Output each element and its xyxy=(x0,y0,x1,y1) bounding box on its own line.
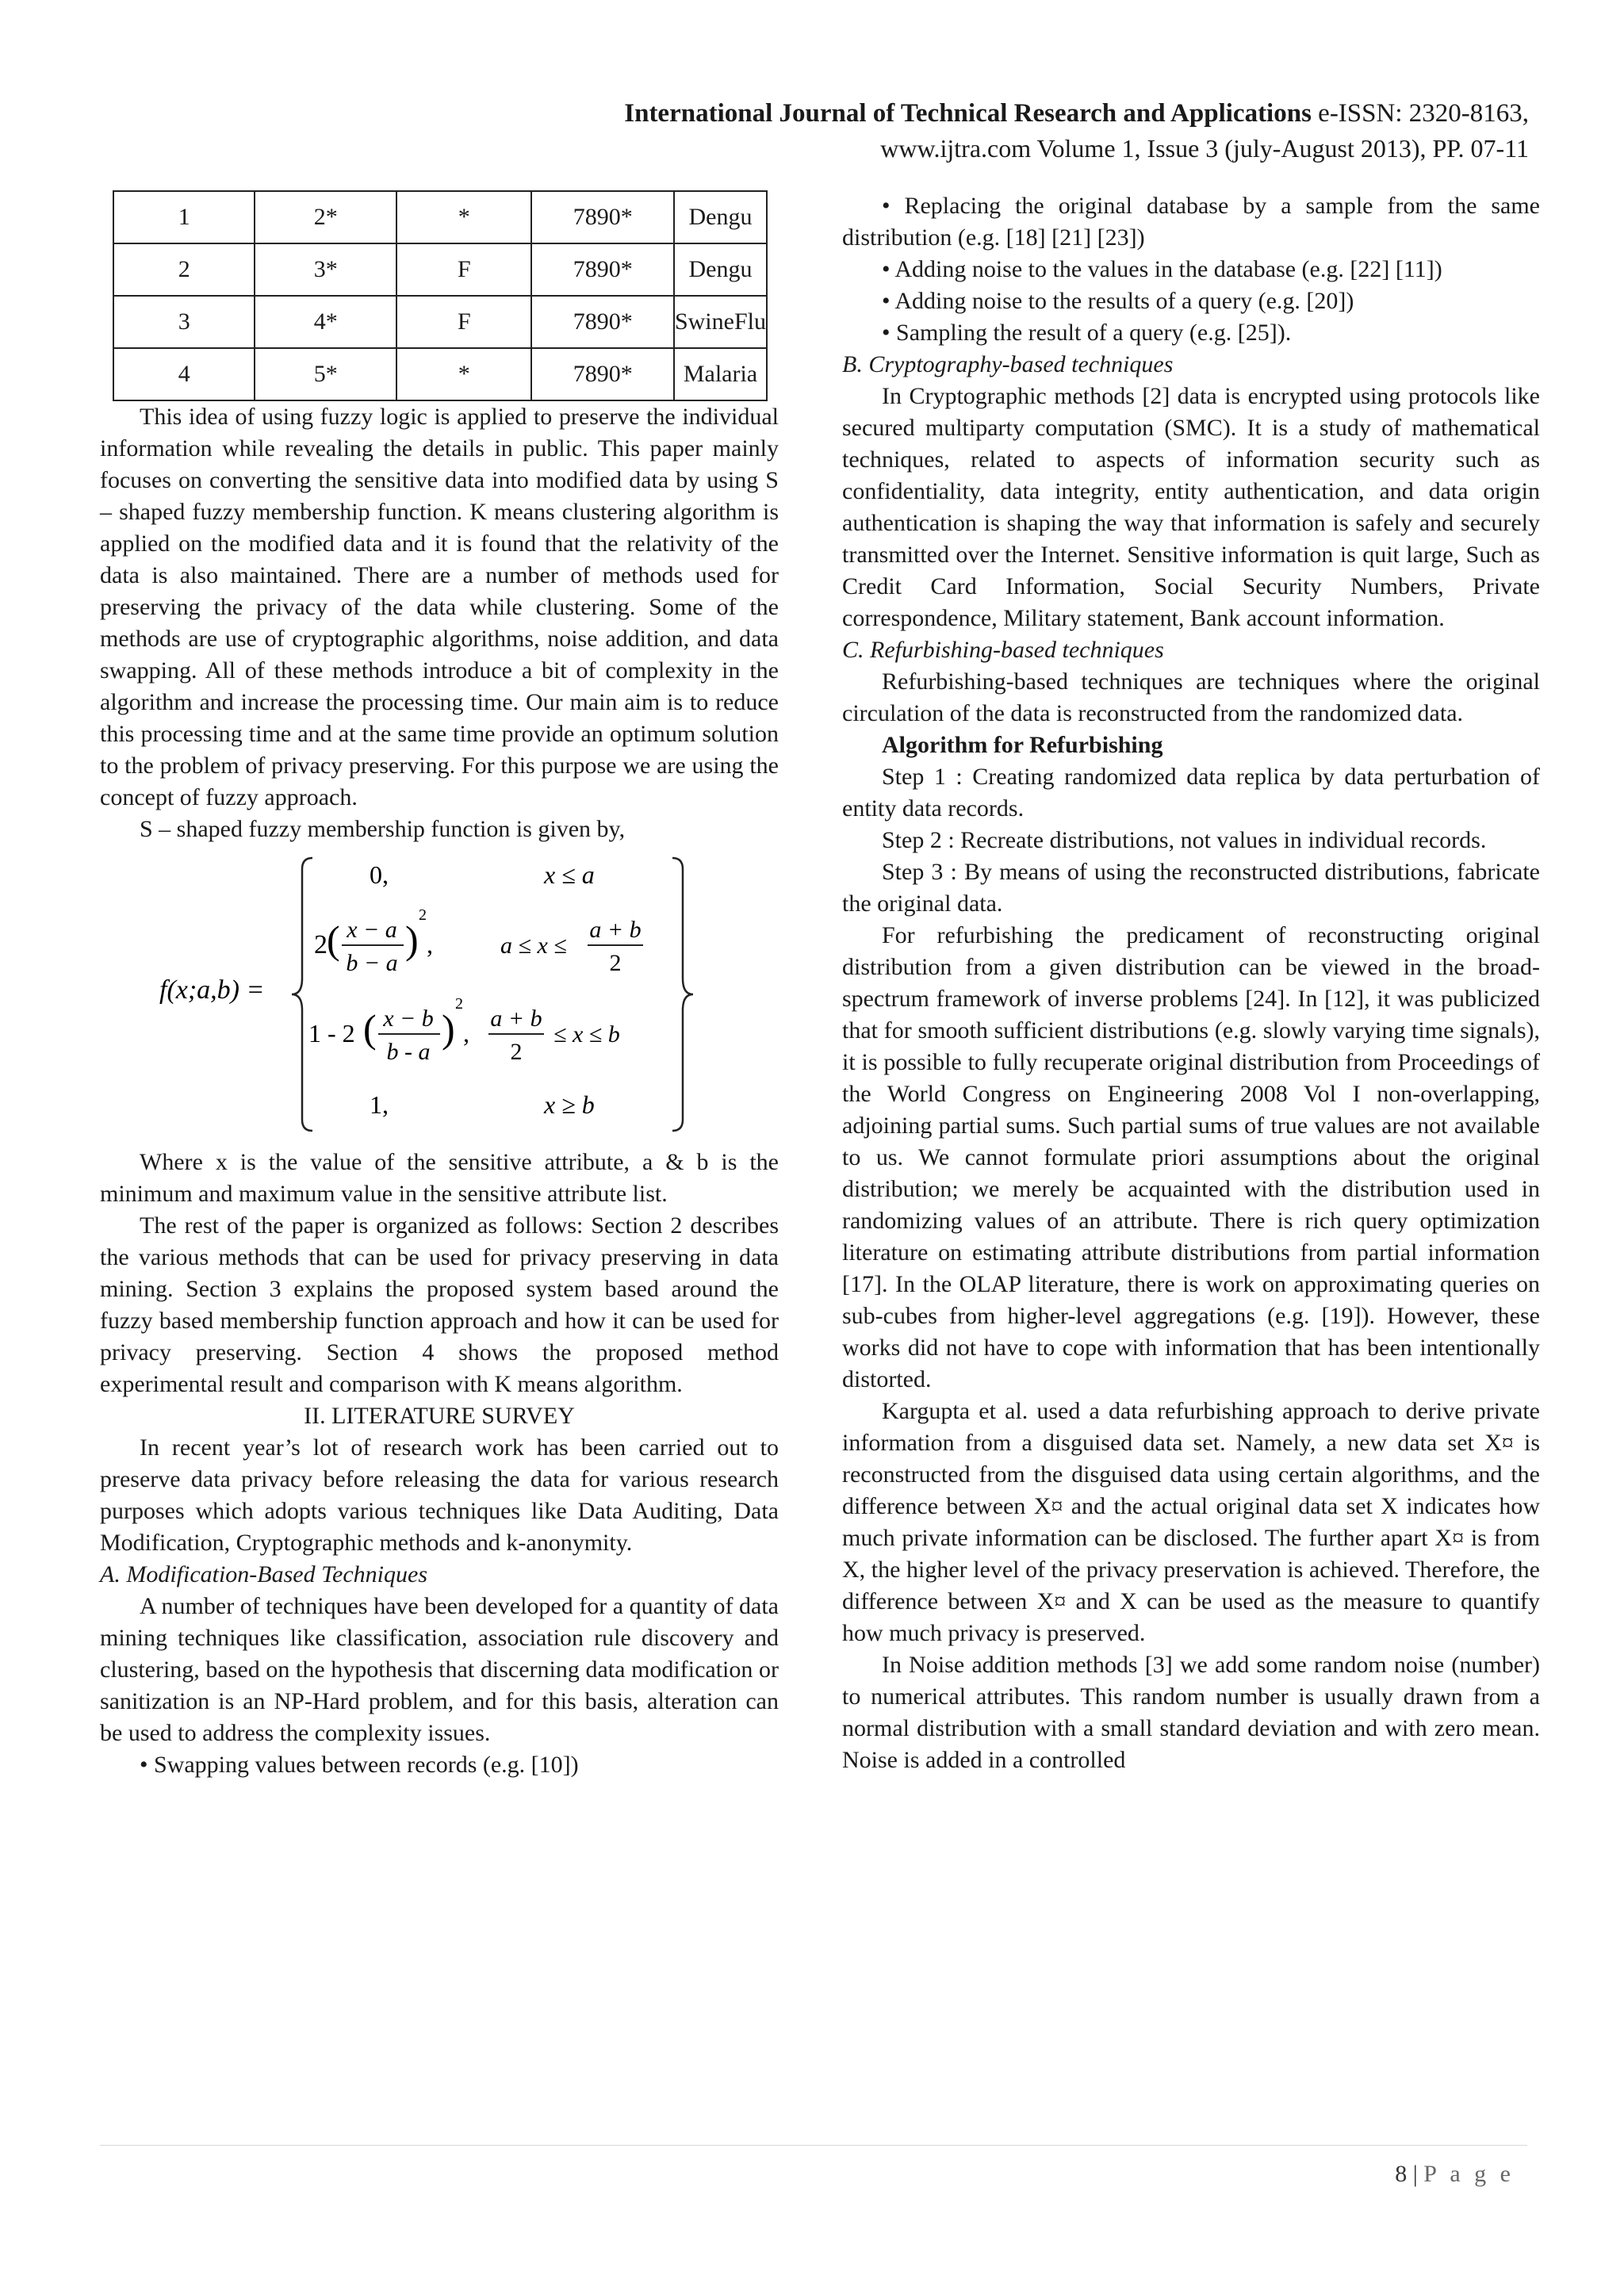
table-cell: 4 xyxy=(113,348,255,400)
case2-open-paren: ( xyxy=(327,917,340,962)
table-cell: 2 xyxy=(113,243,255,296)
table-cell: Malaria xyxy=(674,348,767,400)
left-brace xyxy=(292,858,312,1131)
case2-condition-numerator: a + b xyxy=(589,917,642,943)
case3-condition: ≤ x ≤ b xyxy=(553,1021,620,1047)
table-cell: F xyxy=(396,243,531,296)
table-cell: 1 xyxy=(113,191,255,243)
table-row xyxy=(113,243,767,296)
case3-exponent: 2 xyxy=(455,995,463,1013)
case2-exponent: 2 xyxy=(419,906,427,924)
journal-volume-line: www.ijtra.com Volume 1, Issue 3 (july-August 2013), PP. 07-11 xyxy=(880,134,1529,163)
table-cell: 5* xyxy=(255,348,396,400)
data-table xyxy=(113,190,768,401)
table-cell: Dengu xyxy=(674,243,767,296)
subsection-heading: C. Refurbishing-based techniques xyxy=(842,637,1164,663)
page-label: P a g e xyxy=(1423,2161,1515,2187)
table-cell: 3* xyxy=(255,243,396,296)
case2-condition: a ≤ x ≤ xyxy=(500,933,567,959)
paragraph: Kargupta et al. used a data refurbishing approach to derive private information from a disguised data set. Namely, a new data set X¤ is reconstructed from the disguised data using certain algorithms, and the difference between X¤ and the actual original data set X indicates how much private information can be disclosed. The further apart X¤ is from X, the higher level of the privacy preservation is achieved. Therefore, the difference between X¤ and X can be used as the measure to quantify how much privacy is preserved. xyxy=(842,1398,1540,1646)
case3-open-paren: ( xyxy=(363,1006,377,1051)
paragraph: This idea of using fuzzy logic is applied to preserve the individual information while revealing the details in public. This paper mainly focuses on converting the sensitive data into modified data by using S – shaped fuzzy membership function. K means clustering algorithm is applied on the modified data and it is found that the relativity of the data is also maintained. There are a number of methods used for preserving the privacy of the data while clustering. Some of the methods are use of cryptographic algorithms, noise addition, and data swapping. All of these methods introduce a bit of complexity in the algorithm and increase the processing time. Our main aim is to reduce this processing time and at the same time provide an optimum solution to the problem of privacy preserving. For this purpose we are using the concept of fuzzy approach. xyxy=(100,404,779,810)
case1-condition: x ≤ a xyxy=(544,860,595,889)
table-cell: 3 xyxy=(113,296,255,348)
right-brace xyxy=(672,858,693,1131)
case1-value: 0, xyxy=(370,860,389,889)
journal-issn: e-ISSN: 2320-8163, xyxy=(1311,99,1529,128)
page-separator: | xyxy=(1407,2161,1424,2187)
table-cell: 2* xyxy=(255,191,396,243)
subsection-heading: B. Cryptography-based techniques xyxy=(842,351,1174,377)
case3-condition-denominator: 2 xyxy=(510,1039,523,1065)
paragraph: In recent year’s lot of research work has been carried out to preserve data privacy before releasing the data for various research purposes which adopts various techniques like Data Auditing, Data Modification, Cryptographic methods and k-anonymity. xyxy=(100,1434,779,1556)
footer-divider xyxy=(100,2145,1527,2146)
table-cell: 7890* xyxy=(531,296,673,348)
membership-function-equation xyxy=(100,852,779,1137)
case3-denominator: b - a xyxy=(386,1039,431,1065)
section-heading: II. LITERATURE SURVEY xyxy=(304,1403,575,1429)
bullet-item: • Sampling the result of a query (e.g. [25]). xyxy=(882,320,1292,346)
table-row xyxy=(113,191,767,243)
case3-numerator: x − b xyxy=(383,1005,434,1032)
table-cell: SwineFlu xyxy=(674,296,767,348)
journal-header xyxy=(0,97,1529,130)
paragraph: For refurbishing the predicament of reconstructing original distribution from a given distribution can be viewed in the broad-spectrum framework of inverse problems [24]. In [12], it was publicized that for smooth sufficient distributions (e.g. slowly varying time signals), it is possible to fully recuperate original distribution from Proceedings of the World Congress on Engineering 2008 Vol I non-overlapping, adjoining partial sums. Such partial sums of true values are not available to us. We cannot formulate priori assumptions about the original distribution; we merely be acquainted with the distribution used in randomizing values of an attribute. There is rich query optimization literature on estimating attribute distributions from partial information [17]. In the OLAP literature, there is work on approximating queries on sub-cubes from higher-level aggregations (e.g. [19]). However, these works did not have to cope with information that has been intentionally distorted. xyxy=(842,922,1540,1392)
table-row xyxy=(113,348,767,400)
case4-value: 1, xyxy=(370,1090,389,1119)
page-footer xyxy=(0,2158,1515,2190)
case4-condition: x ≥ b xyxy=(544,1090,595,1119)
case2-close-paren: ) xyxy=(405,917,419,962)
paragraph: A number of techniques have been developed for a quantity of data mining techniques like classification, association rule discovery and clustering, based on the hypothesis that discerning data modification or sanitization is an NP-Hard problem, and for this basis, alteration can be used to address the complexity issues. xyxy=(100,1593,779,1746)
table-row xyxy=(113,296,767,348)
algorithm-step: Step 1 : Creating randomized data replica by data perturbation of entity data records. xyxy=(842,764,1540,821)
algorithm-step: Step 2 : Recreate distributions, not values in individual records. xyxy=(882,827,1487,853)
paragraph: In Cryptographic methods [2] data is encrypted using protocols like secured multiparty computation (SMC). It is a study of mathematical techniques, related to aspects of information security such as confidentiality, data integrity, entity authentication, and data origin authentication is shaping the way that information is safely and securely transmitted over the Internet. Sensitive information is quit large, Such as Credit Card Information, Social Security Numbers, Private correspondence, Military statement, Bank account information. xyxy=(842,383,1540,631)
case3-coefficient: 1 - 2 xyxy=(308,1019,355,1047)
paragraph: Refurbishing-based techniques are techniques where the original circulation of the data is reconstructed from the randomized data. xyxy=(842,668,1540,726)
equation-lhs: f(x;a,b) = xyxy=(159,975,265,1005)
equation-graphic xyxy=(100,852,779,1137)
case2-comma: , xyxy=(427,930,433,959)
table-cell: 7890* xyxy=(531,243,673,296)
table-cell: 4* xyxy=(255,296,396,348)
paragraph: Where x is the value of the sensitive attribute, a & b is the minimum and maximum value in the sensitive attribute list. xyxy=(100,1149,779,1207)
bullet-item: • Adding noise to the values in the database (e.g. [22] [11]) xyxy=(882,256,1442,282)
case3-comma: , xyxy=(463,1019,469,1047)
bullet-item: • Adding noise to the results of a query (e.g. [20]) xyxy=(882,288,1354,314)
case3-close-paren: ) xyxy=(442,1006,455,1051)
paragraph: The rest of the paper is organized as follows: Section 2 describes the various methods that can be used for privacy preserving in data mining. Section 3 explains the proposed system based around the fuzzy based membership function approach and how it can be used for privacy preserving. Section 4 shows the proposed method experimental result and comparison with K means algorithm. xyxy=(100,1212,779,1397)
case3-condition-numerator: a + b xyxy=(490,1005,542,1032)
paragraph: In Noise addition methods [3] we add some random noise (number) to numerical attributes. This random number is usually drawn from a normal distribution with a small standard deviation and with zero mean. Noise is added in a controlled xyxy=(842,1652,1540,1773)
table-cell: F xyxy=(396,296,531,348)
case2-condition-denominator: 2 xyxy=(609,950,622,976)
table-cell: Dengu xyxy=(674,191,767,243)
left-column xyxy=(100,190,779,1781)
table-cell: * xyxy=(396,348,531,400)
bullet-item: • Swapping values between records (e.g. [10]) xyxy=(140,1752,579,1778)
table-cell: 7890* xyxy=(531,191,673,243)
case2-denominator: b − a xyxy=(346,950,398,976)
subsection-heading: A. Modification-Based Techniques xyxy=(100,1561,427,1587)
case2-numerator: x − a xyxy=(347,917,397,943)
right-column xyxy=(842,190,1540,1776)
algorithm-step: Step 3 : By means of using the reconstructed distributions, fabricate the original data. xyxy=(842,859,1540,917)
table-cell: 7890* xyxy=(531,348,673,400)
page-number: 8 xyxy=(1395,2161,1408,2187)
table-cell: * xyxy=(396,191,531,243)
paragraph: S – shaped fuzzy membership function is given by, xyxy=(140,816,626,842)
case2-coefficient: 2 xyxy=(314,930,327,959)
journal-title: International Journal of Technical Research and Applications xyxy=(624,99,1312,128)
algorithm-heading: Algorithm for Refurbishing xyxy=(882,732,1163,758)
bullet-item: • Replacing the original database by a sample from the same distribution (e.g. [18] [21] [23]) xyxy=(842,193,1540,251)
